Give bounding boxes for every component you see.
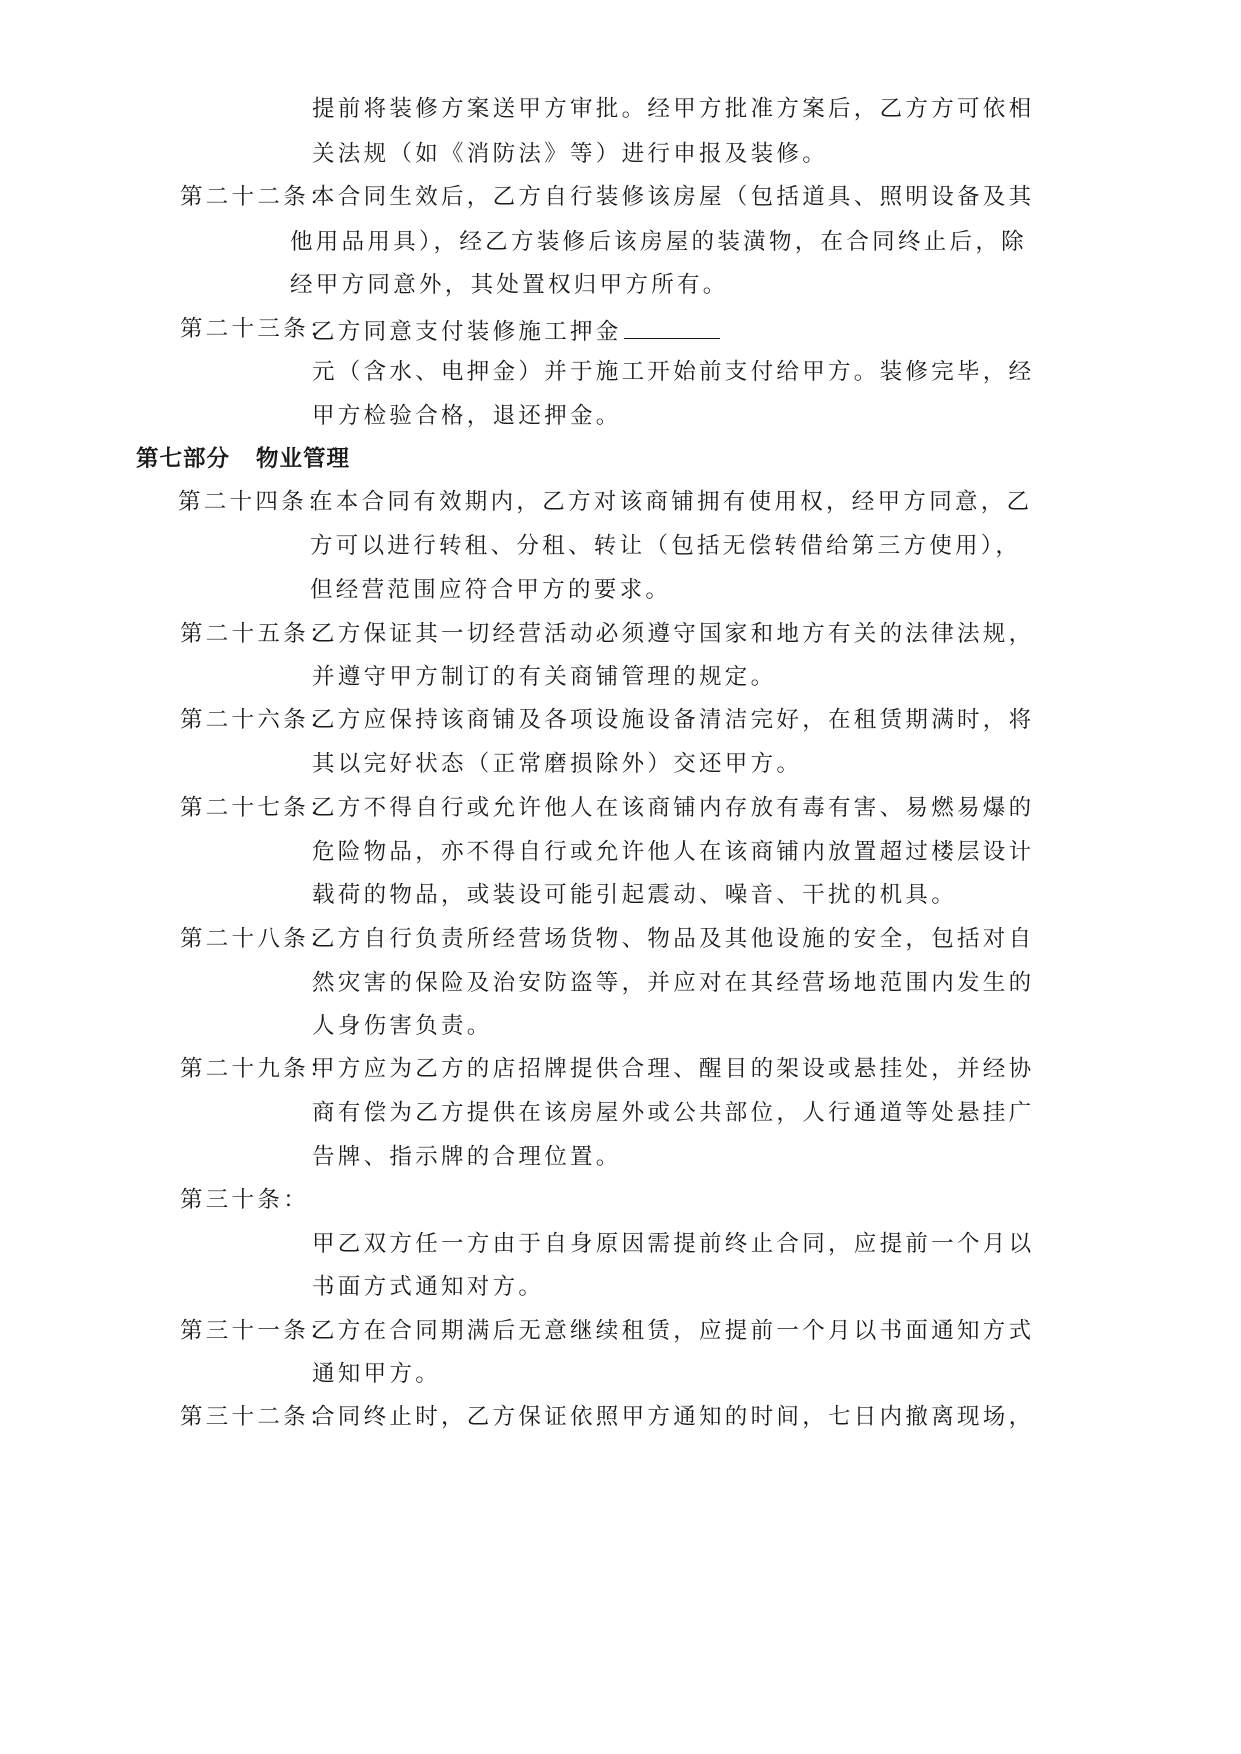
intro-line-1: 提前将装修方案送甲方审批。经甲方批准方案后，乙方方可依相 [312,96,1035,122]
article-26-line-2: 其以完好状态（正常磨损除外）交还甲方。 [312,751,803,777]
section-title: 物业管理 [256,446,351,472]
article-23-line-2: 元（含水、电押金）并于施工开始前支付给甲方。装修完毕，经 [312,359,1035,385]
article-31-line-1: 乙方在合同期满后无意继续租赁，应提前一个月以书面通知方式 [312,1318,1035,1344]
article-31-line-2: 通知甲方。 [312,1361,442,1387]
article-32-line-1: 合同终止时，乙方保证依照甲方通知的时间，七日内撤离现场， [312,1404,1035,1430]
article-23-line-1-text: 乙方同意支付装修施工押金 [312,319,622,345]
article-30-line-2: 书面方式通知对方。 [312,1274,545,1300]
article-27-label: 第二十七条： [180,795,335,821]
article-22-line-3: 经甲方同意外，其处置权归甲方所有。 [290,272,729,298]
article-28-line-2: 然灾害的保险及治安防盗等，并应对在其经营场地范围内发生的 [312,970,1035,996]
article-29-line-2: 商有偿为乙方提供在该房屋外或公共部位，人行通道等处悬挂广 [312,1100,1035,1126]
deposit-amount-blank [624,318,720,339]
article-31-label: 第三十一条： [180,1318,335,1344]
article-24-line-1: 在本合同有效期内，乙方对该商铺拥有使用权，经甲方同意，乙 [310,489,1033,515]
article-25-line-1: 乙方保证其一切经营活动必须遵守国家和地方有关的法律法规， [312,621,1035,647]
article-32-label: 第三十二条： [180,1404,335,1430]
article-24-line-3: 但经营范围应符合甲方的要求。 [310,577,672,603]
article-23-line-1 [312,318,720,344]
article-27-line-2: 危险物品，亦不得自行或允许他人在该商铺内放置超过楼层设计 [312,839,1035,865]
article-23-line-3: 甲方检验合格，退还押金。 [312,403,622,429]
article-26-line-1: 乙方应保持该商铺及各项设施设备清洁完好，在租赁期满时，将 [312,707,1035,733]
article-29-line-3: 告牌、指示牌的合理位置。 [312,1144,622,1170]
intro-line-2: 关法规（如《消防法》等）进行申报及装修。 [312,141,829,167]
section-heading [136,448,350,471]
article-25-line-2: 并遵守甲方制订的有关商铺管理的规定。 [312,664,777,690]
article-26-label: 第二十六条： [180,707,335,733]
section-part: 第七部分 [136,446,231,472]
article-27-line-1: 乙方不得自行或允许他人在该商铺内存放有毒有害、易燃易爆的 [312,795,1035,821]
article-25-label: 第二十五条： [180,621,335,647]
article-24-label: 第二十四条： [178,489,333,515]
article-27-line-3: 载荷的物品，或装设可能引起震动、噪音、干扰的机具。 [312,882,958,908]
article-28-line-1: 乙方自行负责所经营场货物、物品及其他设施的安全，包括对自 [312,926,1035,952]
article-24-line-2: 方可以进行转租、分租、转让（包括无偿转借给第三方使用）， [310,533,1022,559]
article-29-label: 第二十九条： [180,1056,335,1082]
article-30-line-1: 甲乙双方任一方由于自身原因需提前终止合同，应提前一个月以 [312,1231,1035,1257]
article-22-label: 第二十二条： [180,184,335,210]
article-30-label: 第三十条： [180,1187,310,1213]
article-28-line-3: 人身伤害负责。 [312,1013,493,1039]
article-22-line-1: 本合同生效后，乙方自行装修该房屋（包括道具、照明设备及其 [312,184,1035,210]
article-28-label: 第二十八条： [180,926,335,952]
article-22-line-2: 他用品用具），经乙方装修后该房屋的装潢物，在合同终止后，除 [290,229,1027,255]
article-29-line-1: 甲方应为乙方的店招牌提供合理、醒目的架设或悬挂处，并经协 [312,1056,1035,1082]
article-23-label: 第二十三条： [180,316,335,342]
